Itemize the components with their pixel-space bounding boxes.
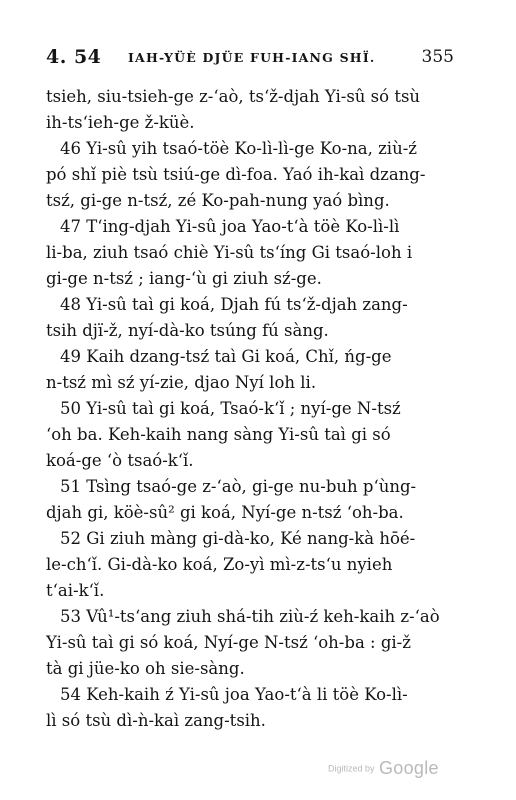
text-line: pó shǐ piè tsù tsiú-ge dì-foa. Yaó ih-kaì dzang- <box>46 165 426 184</box>
text-line: koá-ge ‘ò tsaó-k‘ǐ. <box>46 451 194 470</box>
text-line: li-ba, ziuh tsaó chiè Yi-sû ts‘íng Gi tsaó-loh i <box>46 243 413 262</box>
text-line: 54 Keh-kaih ź Yi-sû joa Yao-t‘à li töè Ko-lì- <box>60 685 408 704</box>
text-line: tsih djï-ž, nyí-dà-ko tsúng fú sàng. <box>46 321 329 340</box>
text-line: 47 T‘ing-djah Yi-sû joa Yao-t‘à töè Ko-lì-lì <box>60 217 400 236</box>
text-line: djah gi, köè-sû² gi koá, Nyí-ge n-tsź ‘oh-ba. <box>46 503 404 522</box>
digitized-by-text: Digitized by <box>328 763 375 774</box>
text-line: ih-ts‘ieh-ge ž-küè. <box>46 113 195 132</box>
text-line: lì só tsù dì-ǹ-kaì zang-tsih. <box>46 711 266 730</box>
text-line: le-ch‘ǐ. Gi-dà-ko koá, Zo-yì mì-z-ts‘u nyieh <box>46 555 393 574</box>
text-line: tsź, gi-ge n-tsź, zé Ko-pah-nung yaó bìng. <box>46 191 390 210</box>
google-logo-text: Google <box>378 758 439 778</box>
digitized-watermark <box>328 758 439 779</box>
text-line: 48 Yi-sû taì gi koá, Djah fú ts‘ž-djah zang- <box>60 295 408 314</box>
running-title: IAH-YÜÈ DJÜE FUH-IANG SHÏ. <box>128 50 376 65</box>
text-line: 52 Gi ziuh màng gi-dà-ko, Ké nang-kà hōé- <box>60 529 416 548</box>
text-line: tà gi jüe-ko oh sie-sàng. <box>46 659 245 678</box>
text-line: ‘oh ba. Keh-kaih nang sàng Yi-sû taì gi só <box>46 425 391 444</box>
text-line: 50 Yi-sû taì gi koá, Tsaó-k‘ǐ ; nyí-ge N-tsź <box>60 399 401 418</box>
text-line: 51 Tsìng tsaó-ge z-‘aò, gi-ge nu-buh p‘ùng- <box>60 477 417 496</box>
text-line: n-tsź mì sź yí-zie, djao Nyí loh li. <box>46 373 317 392</box>
body-text <box>46 84 456 734</box>
text-line: tsieh, siu-tsieh-ge z-‘aò, ts‘ž-djah Yi-sû só tsù <box>46 87 421 106</box>
text-line: gi-ge n-tsź ; iang-‘ù gi ziuh sź-ge. <box>46 269 322 288</box>
text-line: Yi-sû taì gi só koá, Nyí-ge N-tsź ‘oh-ba : gi-ž <box>46 633 411 652</box>
text-line: 46 Yi-sû yih tsaó-töè Ko-lì-lì-ge Ko-na, ziù-ź <box>60 139 417 158</box>
chapter-verse-label: 4. 54 <box>46 46 102 68</box>
text-line: 49 Kaih dzang-tsź taì Gi koá, Chǐ, ńg-ge <box>60 347 392 366</box>
text-line: 53 Vû¹-ts‘ang ziuh shá-tih ziù-ź keh-kaih z-‘aò <box>60 607 440 626</box>
page-header <box>46 46 454 70</box>
text-line: t‘ai-k‘ǐ. <box>46 581 105 600</box>
page-number: 355 <box>421 47 454 67</box>
